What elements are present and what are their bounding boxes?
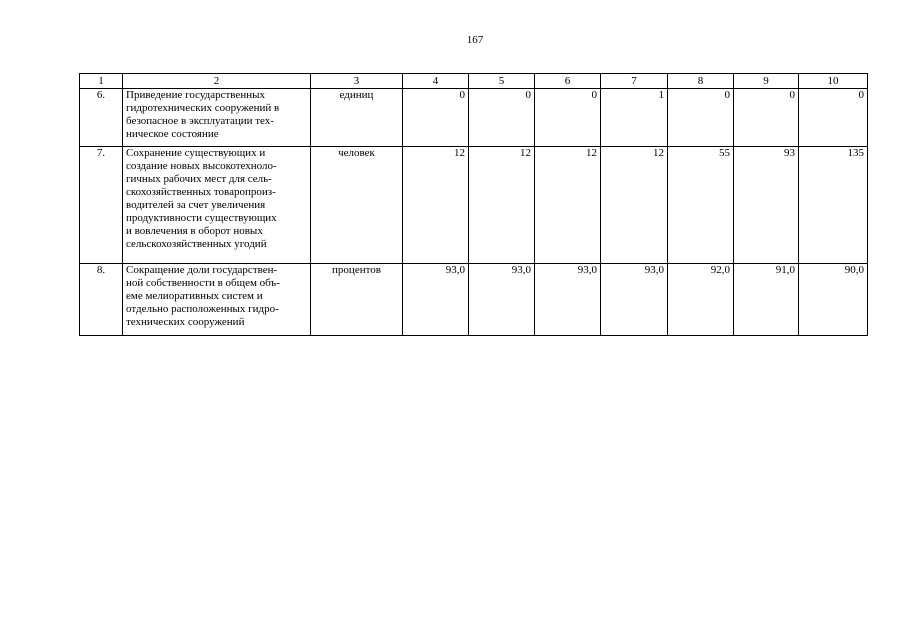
value-cell: 12 [403, 147, 469, 264]
indicator-name-line: ной собственности в общем объ- [126, 277, 280, 289]
page-number: 167 [466, 34, 484, 46]
value-cell: 93,0 [403, 264, 469, 336]
indicator-name-line: Сохранение существующих и [126, 147, 266, 159]
value-cell: 93,0 [469, 264, 535, 336]
value-cell: 12 [469, 147, 535, 264]
indicator-name [123, 89, 311, 147]
value-cell: 93 [734, 147, 799, 264]
column-header: 7 [601, 74, 668, 89]
value-cell: 0 [469, 89, 535, 147]
row-number: 7. [80, 147, 123, 264]
value-cell: 12 [535, 147, 601, 264]
value-cell: 91,0 [734, 264, 799, 336]
column-header: 10 [799, 74, 868, 89]
unit-cell: человек [311, 147, 403, 264]
value-cell: 92,0 [668, 264, 734, 336]
column-header: 4 [403, 74, 469, 89]
indicator-name-line: и вовлечения в оборот новых [126, 225, 263, 237]
unit-cell: единиц [311, 89, 403, 147]
column-header: 8 [668, 74, 734, 89]
value-cell: 0 [403, 89, 469, 147]
value-cell: 93,0 [535, 264, 601, 336]
indicator-name-line: технических сооружений [126, 316, 245, 328]
indicator-name-line: Приведение государственных [126, 89, 265, 101]
value-cell: 55 [668, 147, 734, 264]
indicator-name-line: водителей за счет увеличения [126, 199, 266, 211]
value-cell: 135 [799, 147, 868, 264]
indicator-name-line: ническое состояние [126, 128, 219, 140]
indicator-name-line: гичных рабочих мест для сель- [126, 173, 272, 185]
column-header: 9 [734, 74, 799, 89]
table-header-row [80, 74, 868, 89]
unit-cell: процентов [311, 264, 403, 336]
table-row [80, 264, 868, 336]
value-cell: 90,0 [799, 264, 868, 336]
indicator-name-line: гидротехнических сооружений в [126, 102, 280, 114]
indicator-name-line: скохозяйственных товаропроиз- [126, 186, 276, 198]
column-header: 6 [535, 74, 601, 89]
value-cell: 0 [734, 89, 799, 147]
value-cell: 93,0 [601, 264, 668, 336]
value-cell: 1 [601, 89, 668, 147]
row-number: 8. [80, 264, 123, 336]
table-row [80, 89, 868, 147]
indicator-name [123, 147, 311, 264]
value-cell: 0 [799, 89, 868, 147]
column-header: 2 [123, 74, 311, 89]
indicators-table [79, 73, 868, 336]
indicator-name-line: еме мелиоративных систем и [126, 290, 263, 302]
column-header: 3 [311, 74, 403, 89]
indicator-name-line: Сокращение доли государствен- [126, 264, 278, 276]
column-header: 5 [469, 74, 535, 89]
value-cell: 0 [668, 89, 734, 147]
indicator-name-line: сельскохозяйственных угодий [126, 238, 267, 250]
indicator-name-line: безопасное в эксплуатации тех- [126, 115, 274, 127]
indicator-name-line: отдельно расположенных гидро- [126, 303, 279, 315]
value-cell: 12 [601, 147, 668, 264]
value-cell: 0 [535, 89, 601, 147]
row-number: 6. [80, 89, 123, 147]
column-header: 1 [80, 74, 123, 89]
indicator-name [123, 264, 311, 336]
indicator-name-line: создание новых высокотехноло- [126, 160, 277, 172]
indicator-name-line: продуктивности существующих [126, 212, 277, 224]
table-row [80, 147, 868, 264]
